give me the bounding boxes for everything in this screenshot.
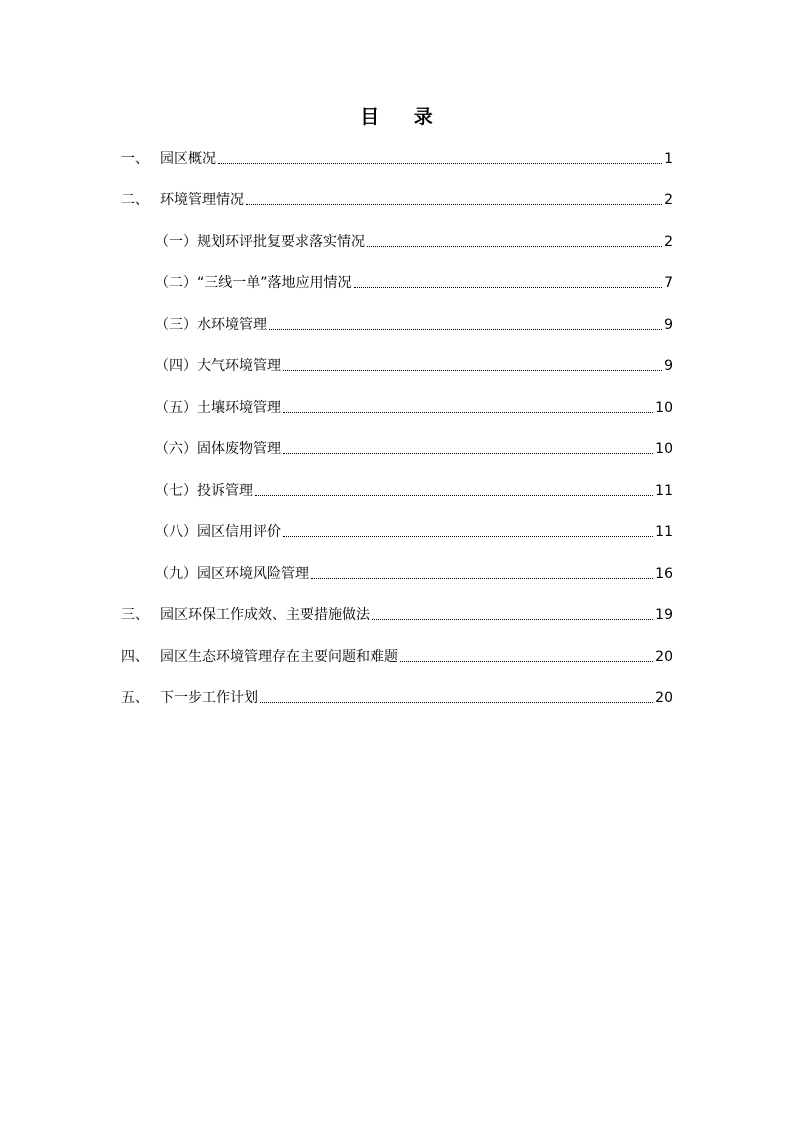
toc-dot-leader <box>255 494 653 496</box>
toc-entry-page: 10 <box>655 441 673 457</box>
toc-entry-page: 9 <box>664 358 673 374</box>
toc-entry-page: 19 <box>655 607 673 623</box>
toc-entry-2-5[interactable] <box>155 398 673 418</box>
toc-entry-3[interactable] <box>121 605 673 625</box>
toc-entry-text: 园区概况 <box>160 151 216 167</box>
toc-entry-2[interactable] <box>121 190 673 210</box>
toc-entry-text: 园区信用评价 <box>197 524 281 540</box>
toc-entry-number: （四） <box>155 358 197 374</box>
toc-entry-2-7[interactable] <box>155 481 673 501</box>
toc-title: 目 录 <box>360 106 447 128</box>
toc-entry-page: 9 <box>664 317 673 333</box>
toc-dot-leader <box>283 452 653 454</box>
toc-entry-page: 1 <box>664 151 673 167</box>
toc-dot-leader <box>246 203 662 205</box>
toc-dot-leader <box>283 369 662 371</box>
toc-entry-page: 20 <box>655 690 673 706</box>
toc-dot-leader <box>367 245 662 247</box>
toc-entry-number: （九） <box>155 566 197 582</box>
toc-dot-leader <box>400 660 653 662</box>
toc-entry-1[interactable] <box>121 149 673 169</box>
toc-entry-2-2[interactable] <box>155 273 673 293</box>
toc-dot-leader <box>218 162 662 164</box>
toc-entry-text: 园区生态环境管理存在主要问题和难题 <box>160 649 398 665</box>
toc-entry-text: 园区环境风险管理 <box>197 566 309 582</box>
toc-entry-number: （八） <box>155 524 197 540</box>
toc-entry-number: （一） <box>155 234 197 250</box>
toc-dot-leader <box>283 411 653 413</box>
toc-entry-4[interactable] <box>121 647 673 667</box>
toc-dot-leader <box>311 577 653 579</box>
toc-dot-leader <box>283 535 653 537</box>
toc-entry-2-9[interactable] <box>155 564 673 584</box>
toc-entry-number: 四、 <box>121 649 149 665</box>
toc-entry-text: 下一步工作计划 <box>160 690 258 706</box>
toc-entry-number: （五） <box>155 400 197 416</box>
toc-entry-number: （七） <box>155 483 197 499</box>
toc-entry-text: 水环境管理 <box>197 317 267 333</box>
toc-entry-text: 大气环境管理 <box>197 358 281 374</box>
toc-entry-page: 10 <box>655 400 673 416</box>
toc-entry-text: 土壤环境管理 <box>197 400 281 416</box>
toc-entry-page: 11 <box>655 483 673 499</box>
toc-entry-page: 2 <box>664 234 673 250</box>
toc-entry-text: 环境管理情况 <box>160 192 244 208</box>
toc-entry-number: 一、 <box>121 151 149 167</box>
toc-entry-5[interactable] <box>121 688 673 708</box>
toc-dot-leader <box>354 286 663 288</box>
toc-dot-leader <box>260 701 653 703</box>
toc-entry-number: 二、 <box>121 192 149 208</box>
toc-entry-2-8[interactable] <box>155 522 673 542</box>
toc-entry-text: 规划环评批复要求落实情况 <box>197 234 365 250</box>
toc-entry-2-6[interactable] <box>155 439 673 459</box>
toc-entry-page: 7 <box>664 275 673 291</box>
toc-entry-text: “三线一单”落地应用情况 <box>197 275 352 291</box>
toc-entry-2-4[interactable] <box>155 356 673 376</box>
toc-entry-page: 20 <box>655 649 673 665</box>
toc-entry-text: 投诉管理 <box>197 483 253 499</box>
toc-entry-number: （三） <box>155 317 197 333</box>
toc-entry-number: 五、 <box>121 690 149 706</box>
toc-entry-number: （六） <box>155 441 197 457</box>
toc-entry-page: 2 <box>664 192 673 208</box>
toc-entry-number: （二） <box>155 275 197 291</box>
toc-entry-page: 11 <box>655 524 673 540</box>
toc-entry-2-3[interactable] <box>155 315 673 335</box>
toc-entry-text: 固体废物管理 <box>197 441 281 457</box>
toc-entry-text: 园区环保工作成效、主要措施做法 <box>160 607 370 623</box>
toc-entry-2-1[interactable] <box>155 232 673 252</box>
toc-entry-page: 16 <box>655 566 673 582</box>
toc-dot-leader <box>372 618 653 620</box>
toc-entry-number: 三、 <box>121 607 149 623</box>
toc-dot-leader <box>269 328 662 330</box>
